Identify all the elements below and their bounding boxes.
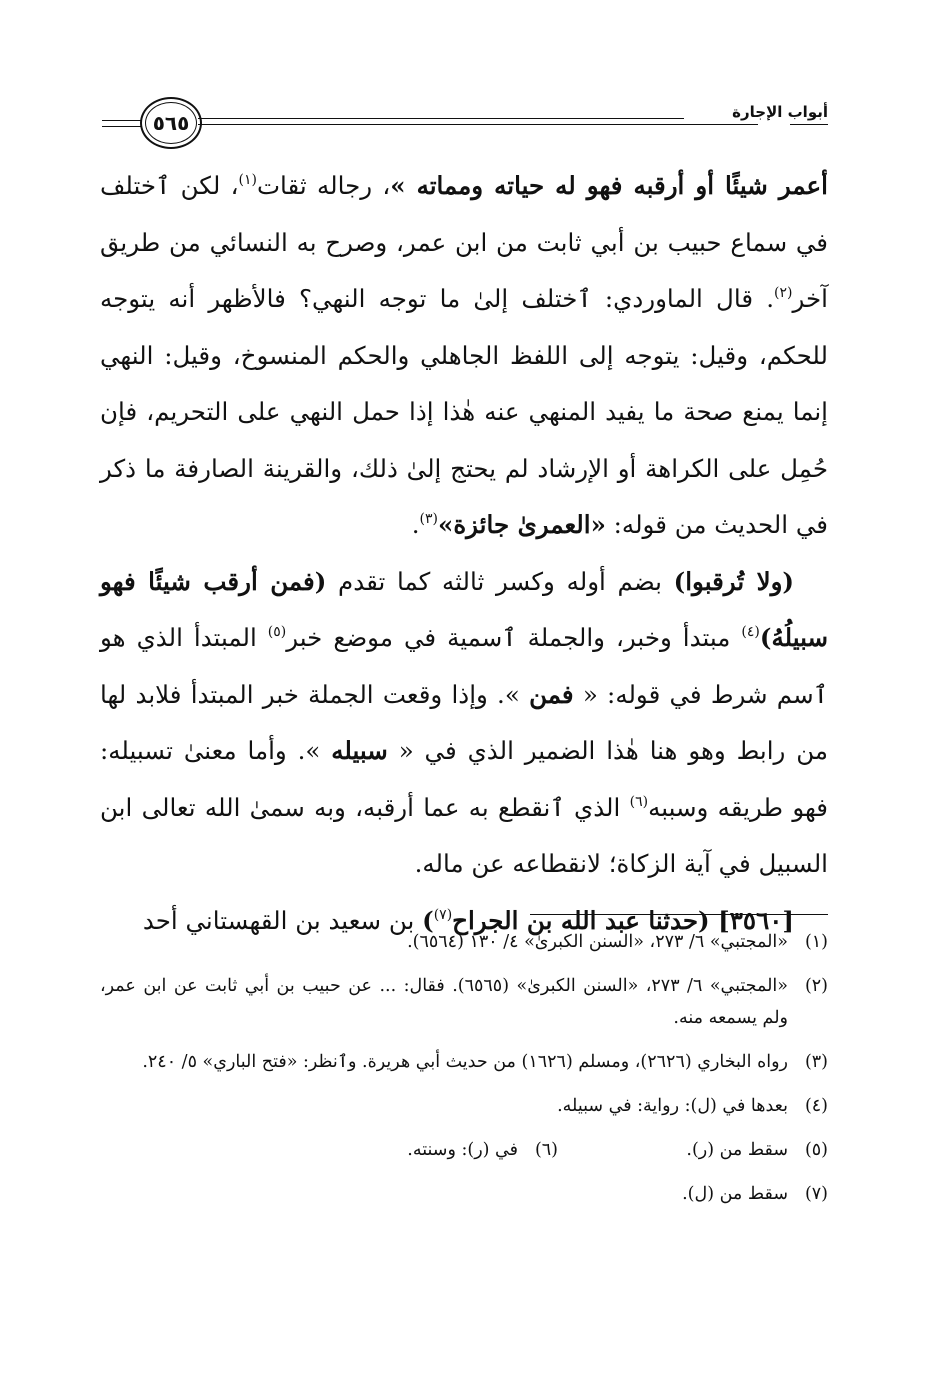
footnote-text: «المجتبي» ٦/ ٢٧٣، «السنن الكبرىٰ» (٦٥٦٥). فقال: ... عن حبيب بن أبي ثابت عن ابن عمر، ولم يسمعه منه. [100,976,788,1028]
footnote-ref: (٤) [741,624,760,640]
text-run: المبتدأ الذي هو ٱسم شرط في قوله: « [100,623,828,709]
footnote-ref: (١) [238,172,257,188]
hadith-quote: «العمرىٰ جائزة» [438,510,606,539]
text-run: . قال الماوردي: ٱختلف إلىٰ ما توجه النهي؟ فالأظهر أنه يتوجه للحكم، وقيل: يتوجه إلى اللفظ الجاهلي والحكم المنسوخ، وقيل: النهي إنما يمنع صحة ما يفيد المنهي عنه هٰذا إذا حمل النهي على التحريم، فإن حُمِل على الكراهة أو الإرشاد لم يحتج إلىٰ ذلك، والقرينة الصارفة ما ذكر في الحديث من قوله: [100,284,828,539]
text-run: ، رجاله ثقات [256,171,391,200]
footnote-ref: (٥) [267,624,287,640]
footnote-text: رواه البخاري (٢٦٢٦)، ومسلم (١٦٢٦) من حديث أبي هريرة. وٱنظر: «فتح الباري» ٥/ ٢٤٠. [142,1052,788,1072]
footnote-text: سقط من (ر). [686,1140,788,1160]
footnote-text: في (ر): وسنته. [407,1140,518,1160]
running-title: أبواب الإجارة [684,103,832,121]
text-run: . [411,510,420,539]
paragraph [100,554,828,893]
hadith-number: [٣٥٦٠] (حدثنا عبد الله بن الجراح [452,905,794,935]
header-rule [790,124,828,125]
footnote-ref: (٦) [629,793,649,810]
text-run: بضم أوله وكسر ثالثه كما تقدم [326,566,674,596]
text-run: ». وأما معنىٰ تسبيله: فهو طريقه وسببه [100,736,828,822]
footnote-ref: (٧) [433,906,453,923]
header-rule [102,120,142,121]
hadith-quote: أعمر شيئًا أو أرقبه فهو له حياته ومماته » [390,171,828,200]
footnote-ref: (٣) [419,511,438,527]
footnote-ref: (٢) [774,285,793,301]
footnote-number: (٢) [804,976,828,996]
text-run: مبتدأ وخبر، والجملة ٱسمية في موضع خبر [286,623,742,652]
footnote [100,970,828,1034]
hadith-quote: (فمن أرقب شيئًا فهو سبيلُهُ) [100,566,829,652]
main-text [100,158,828,949]
footnote [100,1046,828,1078]
text-run: بن سعيد بن القهستاني أحد [142,905,423,935]
paragraph [100,158,828,554]
footnote [100,926,828,958]
footnote [100,1178,828,1210]
page-number-badge [140,97,202,149]
footnote-number: (٣) [804,1052,828,1072]
header-rule [102,126,142,127]
text-run: الذي ٱنقطع به عما أرقبه، وبه سمىٰ الله تعالى ابن السبيل في آية الزكاة؛ لانقطاعه عن ماله. [100,792,828,878]
text-run: ». وإذا وقعت الجملة خبر المبتدأ فلابد لها من رابط وهو هنا هٰذا الضمير الذي في « [100,679,829,765]
footnotes [100,926,828,1222]
footnote [407,1134,558,1166]
footnote-number: (١) [804,932,828,952]
header-rule [198,118,758,119]
quoted-word: فمن [529,679,574,709]
footnote-number: (٤) [804,1096,828,1116]
page-number: ٥٦٥ [152,111,190,135]
quoted-word: سبيله [331,736,388,765]
footnote-separator [530,914,828,915]
footnote-text: بعدها في (ل): رواية: في سبيله. [557,1096,788,1116]
footnote-number: (٥) [804,1140,828,1160]
footnote-number: (٦) [534,1140,558,1160]
page-header [100,93,828,153]
header-rule [198,124,758,125]
hadith-number: ) [422,905,434,935]
footnote-text: «المجتبي» ٦/ ٢٧٣، «السنن الكبرىٰ» ٤/ ١٣٠ (٦٥٦٤). [407,932,788,952]
text-run: ، لكن ٱختلف في سماع حبيب بن أبي ثابت من ابن عمر، وصرح به النسائي من طريق آخر [100,171,828,313]
footnote [558,1134,828,1166]
footnote-text: سقط من (ل). [682,1184,788,1204]
footnote-number: (٧) [804,1184,828,1204]
hadith-quote: (ولا تُرقبوا) [673,566,794,596]
footnote-pair [100,1134,828,1166]
footnote [100,1090,828,1122]
